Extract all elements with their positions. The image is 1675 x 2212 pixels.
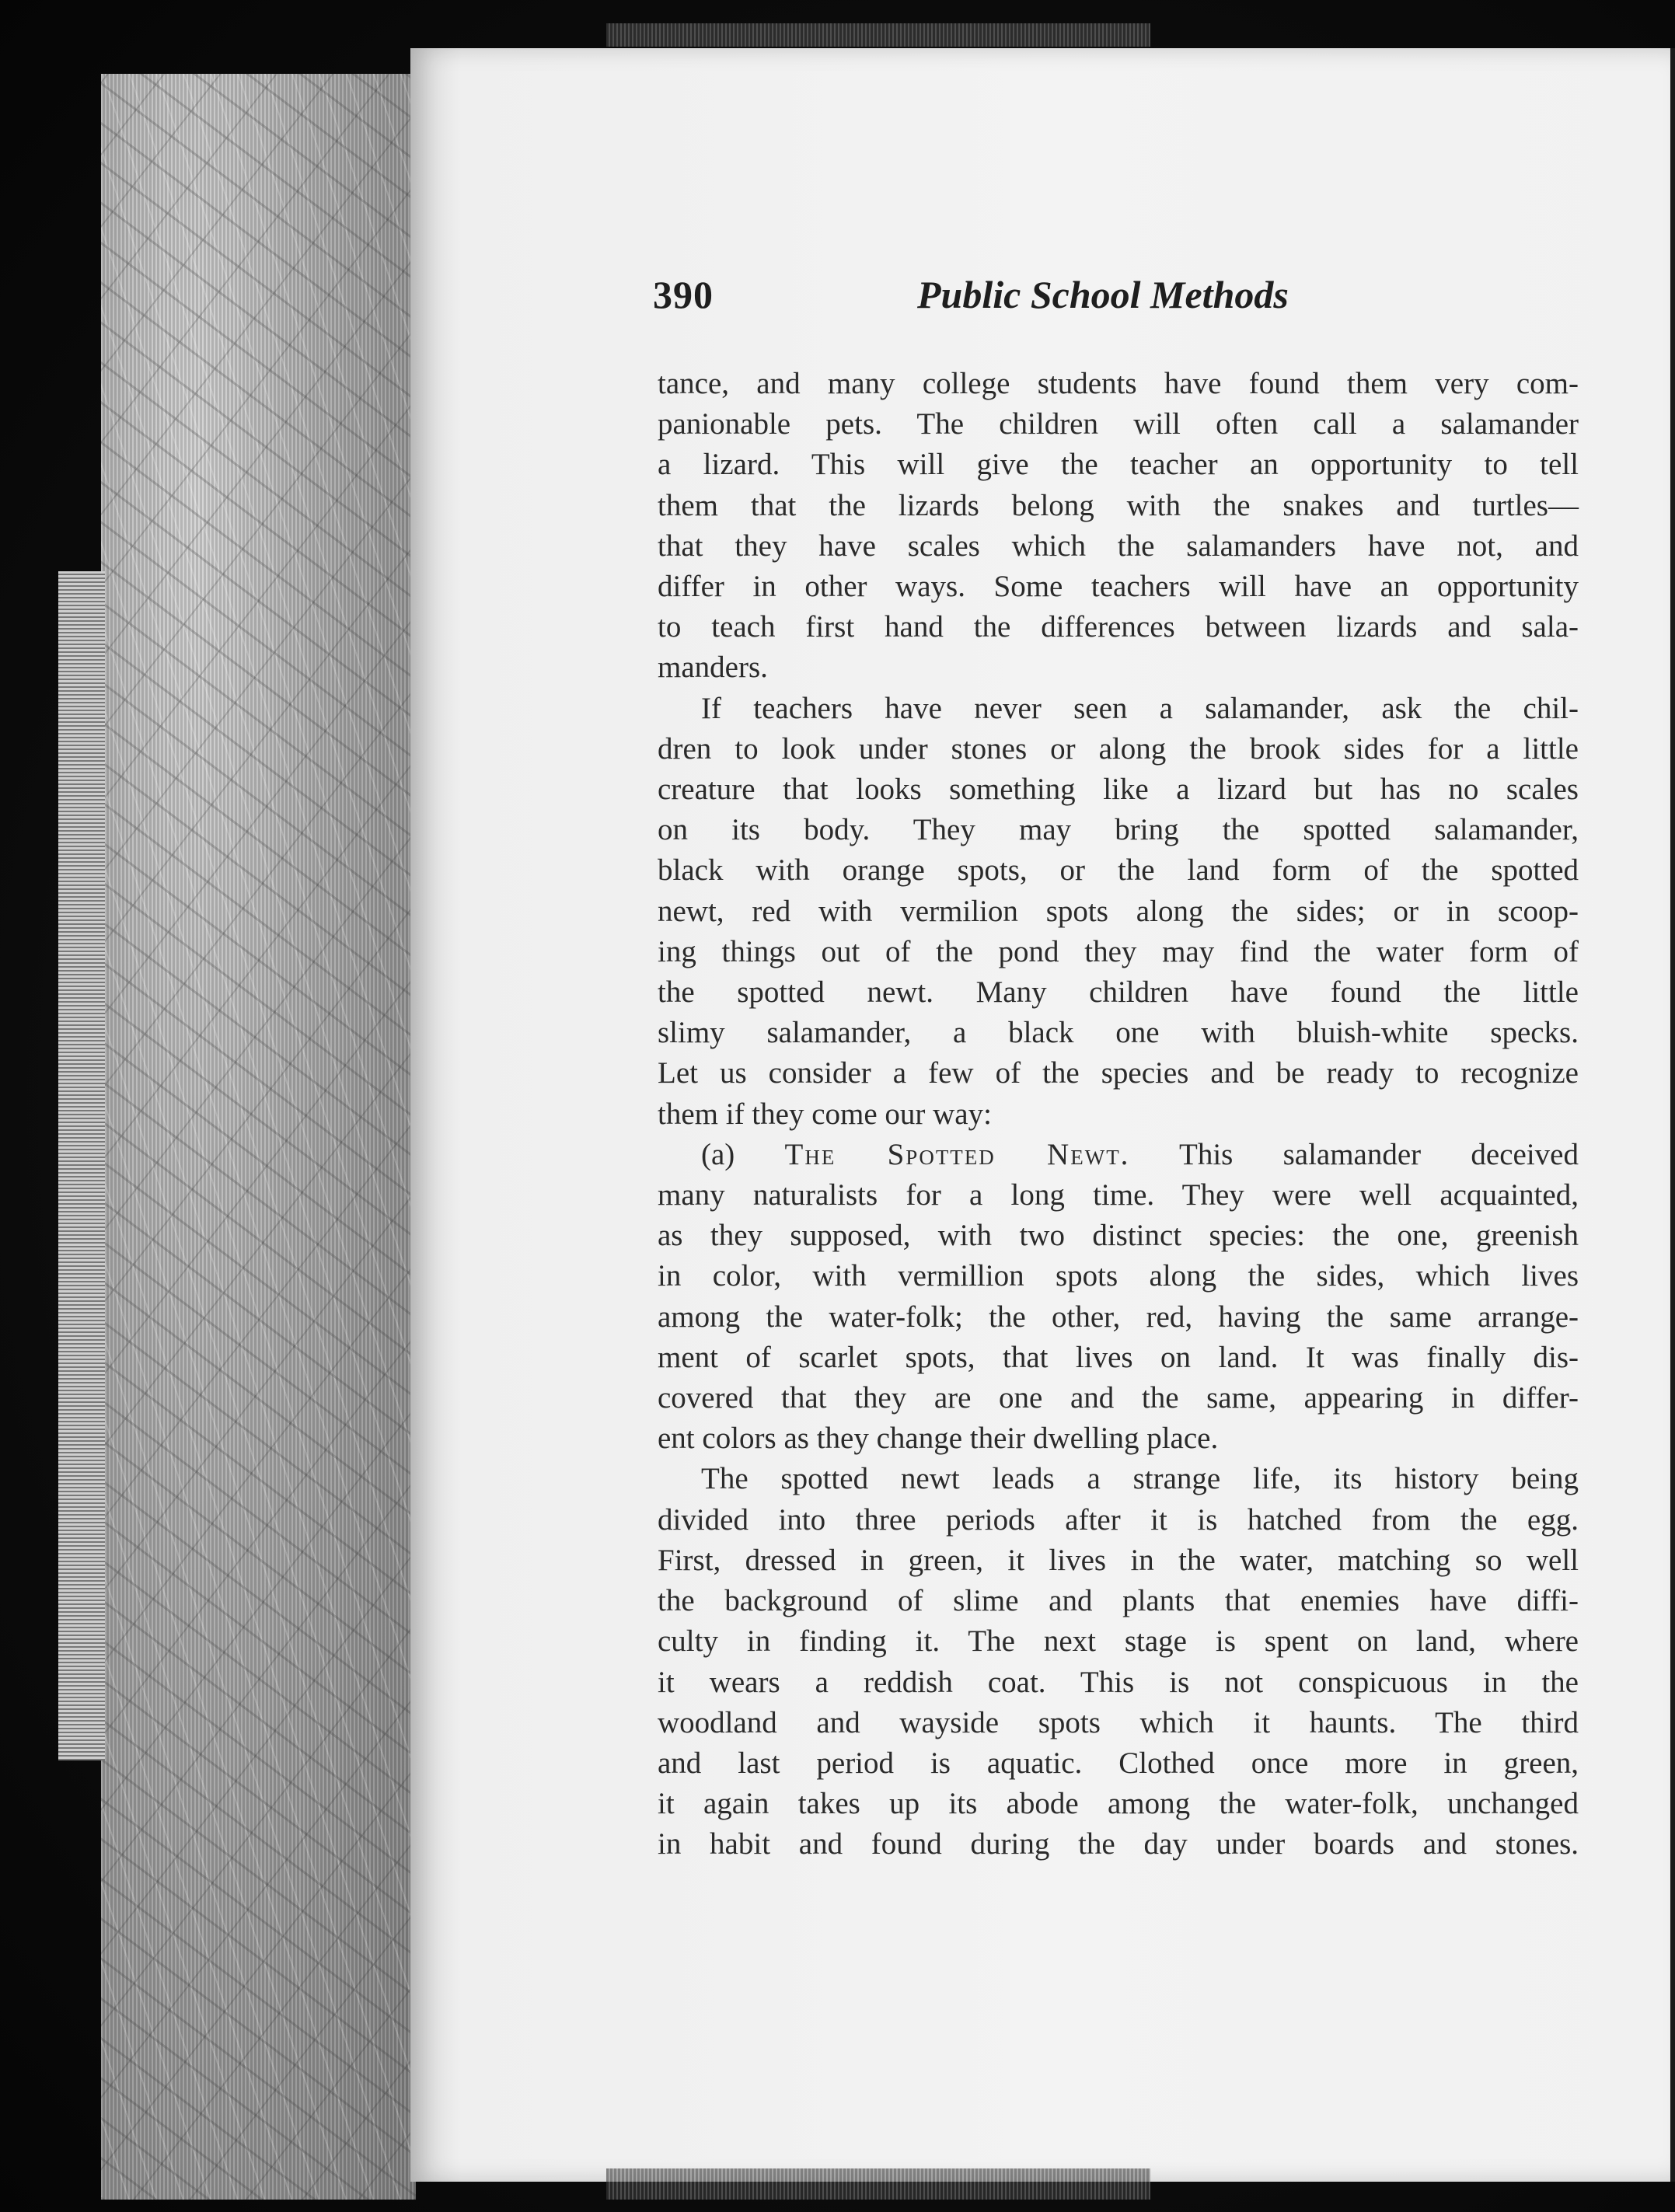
text-line: to teach first hand the differences between lizards and sala- bbox=[658, 610, 1579, 644]
marbled-page-edges bbox=[101, 74, 416, 2200]
binding-strip-top bbox=[606, 23, 1150, 47]
page-number: 390 bbox=[653, 273, 714, 316]
text-line: tance, and many college students have found them very com- bbox=[658, 367, 1579, 400]
text-line: the background of slime and plants that enemies have diffi- bbox=[658, 1584, 1579, 1618]
text-line: in color, with vermillion spots along the sides, which lives bbox=[658, 1259, 1579, 1293]
text-line: manders. bbox=[658, 651, 768, 685]
paragraph-2 bbox=[658, 689, 1579, 1135]
paragraph-1 bbox=[658, 364, 1579, 689]
text-line: them that the lizards belong with the snakes and turtles— bbox=[658, 488, 1579, 522]
text-line: ing things out of the pond they may find the water form of bbox=[658, 934, 1579, 968]
heading-line-rest: This salamander deceived bbox=[1179, 1137, 1579, 1171]
text-line: Let us consider a few of the species and be ready to recognize bbox=[658, 1056, 1579, 1090]
book-title: Public School Methods bbox=[917, 273, 1289, 316]
text-line: many naturalists for a long time. They were well acquainted, bbox=[658, 1178, 1579, 1212]
text-line: them if they come our way: bbox=[658, 1097, 992, 1131]
binding-strip-bottom bbox=[606, 2168, 1150, 2200]
text-line: it again takes up its abode among the water-folk, unchanged bbox=[658, 1787, 1579, 1821]
text-line: ment of scarlet spots, that lives on land. It was finally dis- bbox=[658, 1340, 1579, 1374]
text-line: If teachers have never seen a salamander, ask the chil- bbox=[701, 691, 1579, 725]
text-line: covered that they are one and the same, appearing in differ- bbox=[658, 1381, 1579, 1415]
text-line: as they supposed, with two distinct species: the one, greenish bbox=[658, 1219, 1579, 1253]
text-line: panionable pets. The children will often call a salamander bbox=[658, 407, 1579, 441]
section-heading: The Spotted Newt. bbox=[784, 1137, 1130, 1171]
text-line: a lizard. This will give the teacher an opportunity to tell bbox=[658, 448, 1579, 482]
text-line: it wears a reddish coat. This is not conspicuous in the bbox=[658, 1665, 1579, 1699]
body-text bbox=[658, 364, 1579, 1865]
page-right-edge bbox=[1670, 48, 1675, 2182]
text-line: black with orange spots, or the land form of the spotted bbox=[658, 853, 1579, 888]
list-marker: (a) bbox=[701, 1137, 785, 1171]
text-line: and last period is aquatic. Clothed once more in green, bbox=[658, 1746, 1579, 1780]
text-line bbox=[658, 1135, 1579, 1175]
text-line: differ in other ways. Some teachers will have an opportunity bbox=[658, 570, 1579, 604]
text-line: The spotted newt leads a strange life, its history being bbox=[701, 1462, 1579, 1496]
running-head bbox=[653, 272, 1578, 326]
text-line: culty in finding it. The next stage is spent on land, where bbox=[658, 1624, 1579, 1659]
text-line: slimy salamander, a black one with bluish-white specks. bbox=[658, 1016, 1579, 1050]
text-line: that they have scales which the salamanders have not, and bbox=[658, 529, 1579, 563]
paragraph-4 bbox=[658, 1459, 1579, 1865]
paragraph-3 bbox=[658, 1135, 1579, 1460]
text-line: First, dressed in green, it lives in the water, matching so well bbox=[658, 1543, 1579, 1577]
text-line: dren to look under stones or along the brook sides for a little bbox=[658, 731, 1579, 766]
text-line: ent colors as they change their dwelling place. bbox=[658, 1422, 1219, 1456]
text-line: creature that looks something like a lizard but has no scales bbox=[658, 773, 1579, 807]
text-line: woodland and wayside spots which it haunts. The third bbox=[658, 1705, 1579, 1739]
text-line: on its body. They may bring the spotted salamander, bbox=[658, 813, 1579, 847]
text-line: among the water-folk; the other, red, having the same arrange- bbox=[658, 1300, 1579, 1334]
text-line: the spotted newt. Many children have found the little bbox=[658, 975, 1579, 1010]
text-line: in habit and found during the day under boards and stones. bbox=[658, 1827, 1579, 1861]
text-line: divided into three periods after it is hatched from the egg. bbox=[658, 1502, 1579, 1537]
text-line: newt, red with vermilion spots along the sides; or in scoop- bbox=[658, 894, 1579, 928]
